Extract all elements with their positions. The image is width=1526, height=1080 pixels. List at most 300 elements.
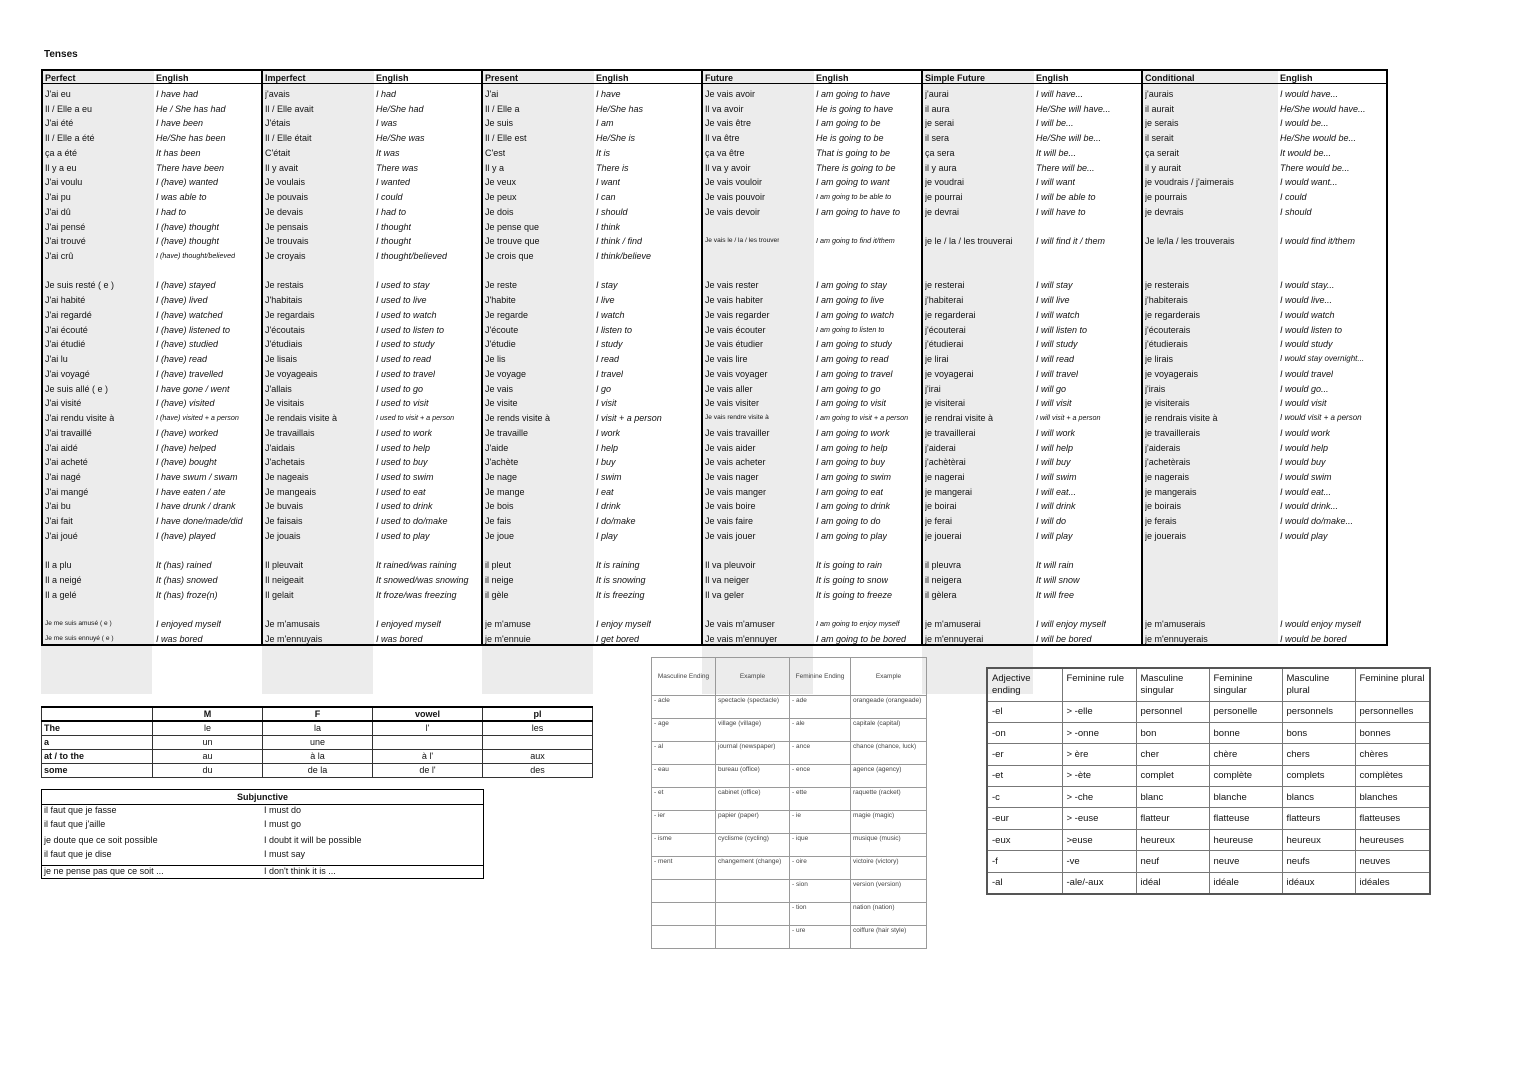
- english-translation: I was: [376, 118, 398, 129]
- example-cell: changement (change): [716, 857, 790, 880]
- english-translation: I should: [1280, 206, 1312, 217]
- english-translation: I would eat...: [1280, 486, 1332, 497]
- table-row: [987, 744, 1430, 765]
- french-verb: Je restais: [265, 280, 304, 291]
- french-verb: Je veux: [485, 177, 517, 188]
- french-verb: Je vais lire: [705, 354, 748, 365]
- adjective-cell: -ale/-aux: [1062, 872, 1136, 893]
- french-verb: J'écoutais: [265, 324, 305, 335]
- english-translation: I used to swim: [376, 471, 434, 482]
- french-verb: j'achètèrai: [925, 457, 966, 468]
- french-verb: Je pense que: [485, 221, 540, 232]
- french-verb: Je vais le / la / les trouver: [705, 237, 780, 245]
- french-verb: Il a gelé: [45, 589, 77, 600]
- french-verb: Je nageais: [265, 471, 309, 482]
- subjunctive-translation: I must say: [264, 849, 306, 859]
- example-cell: victoire (victory): [851, 857, 927, 880]
- adjective-cell: flatteuse: [1209, 808, 1282, 829]
- french-verb: Je rendais visite à: [265, 413, 338, 424]
- french-verb: Je le/la / les trouverais: [1145, 236, 1235, 247]
- english-translation: I would want...: [1280, 177, 1338, 188]
- english-translation: It rained/was raining: [376, 560, 457, 571]
- adjective-cell: blancs: [1282, 787, 1355, 808]
- english-translation: I am going to be: [816, 118, 881, 129]
- english-translation: I (have) watched: [156, 309, 223, 320]
- english-translation: I am going to do: [816, 516, 881, 527]
- adjective-cell: complet: [1136, 765, 1209, 786]
- french-verb: Je devais: [265, 206, 304, 217]
- adjective-header: Masculine singular: [1136, 668, 1209, 701]
- ending-cell: [652, 926, 716, 949]
- french-verb: Je vais m'amuser: [705, 619, 775, 630]
- article-label: a: [42, 735, 153, 749]
- english-translation: I enjoy myself: [596, 619, 652, 630]
- english-translation: I swim: [596, 471, 622, 482]
- french-verb: il gèlera: [925, 589, 957, 600]
- tense-header: Conditional: [1145, 73, 1195, 83]
- english-translation: He/She will be...: [1036, 133, 1102, 144]
- english-translation: I am going to eat: [816, 486, 884, 497]
- english-translation: It is going to freeze: [816, 589, 893, 600]
- adjective-cell: neuves: [1355, 851, 1430, 872]
- english-translation: I want: [596, 177, 621, 188]
- example-cell: orangeade (orangeade): [851, 696, 927, 719]
- french-verb: je jouerai: [925, 530, 962, 541]
- adjective-cell: > -che: [1062, 787, 1136, 808]
- english-translation: I will help: [1036, 442, 1074, 453]
- english-translation: I was bored: [156, 634, 203, 644]
- adjective-cell: cher: [1136, 744, 1209, 765]
- french-verb: il neigera: [925, 575, 962, 586]
- article-cell: au: [153, 749, 263, 763]
- french-verb: J'achetais: [265, 457, 305, 468]
- english-translation: It would be...: [1280, 147, 1332, 158]
- english-translation: I will have to: [1036, 206, 1086, 217]
- french-verb: J'ai nagé: [45, 471, 81, 482]
- french-verb: Je travaille: [485, 427, 529, 438]
- french-verb: j'aiderais: [1145, 442, 1181, 453]
- french-verb: je pourrai: [925, 192, 963, 203]
- french-verb: ça sera: [925, 147, 955, 158]
- french-verb: je m'amuse: [485, 619, 531, 630]
- french-verb: je visiterai: [925, 398, 966, 409]
- english-translation: I could: [376, 192, 403, 203]
- french-verb: j'avais: [265, 89, 290, 99]
- french-verb: je resterais: [1145, 280, 1190, 291]
- english-translation: I used to stay: [376, 280, 430, 291]
- french-verb: J'ai habité: [45, 295, 86, 306]
- english-translation: I am: [596, 118, 614, 129]
- french-verb: je serais: [1145, 118, 1179, 129]
- french-verb: Je vais visiter: [705, 398, 760, 409]
- french-verb: je m'ennuyerais: [1145, 634, 1208, 644]
- french-verb: Je suis allé ( e ): [45, 383, 109, 394]
- table-row: [987, 765, 1430, 786]
- french-verb: je m'ennuie: [485, 634, 531, 644]
- french-verb: Je vais jouer: [705, 530, 756, 541]
- english-translation: I used to visit: [376, 398, 429, 409]
- french-verb: Je peux: [485, 192, 517, 203]
- french-verb: Je vais écouter: [705, 324, 766, 335]
- french-verb: J'habitais: [265, 295, 303, 306]
- column-divider: [483, 71, 703, 644]
- ending-cell: - ique: [790, 834, 851, 857]
- table-row: [652, 811, 927, 834]
- adjective-cell: -el: [987, 701, 1062, 722]
- table-row: [652, 742, 927, 765]
- table-row: [652, 834, 927, 857]
- example-cell: bureau (office): [716, 765, 790, 788]
- adjective-cell: idéales: [1355, 872, 1430, 893]
- adjective-cell: -ve: [1062, 851, 1136, 872]
- french-verb: Je voulais: [265, 177, 306, 188]
- english-translation: I have gone / went: [156, 383, 230, 394]
- english-translation: I think/believe: [596, 251, 652, 262]
- english-translation: I should: [596, 206, 628, 217]
- example-cell: [716, 903, 790, 926]
- french-verb: Je nage: [485, 471, 518, 482]
- column-shade: [41, 646, 152, 694]
- english-translation: I will enjoy myself: [1036, 619, 1107, 630]
- english-translation: I could: [1280, 192, 1307, 203]
- french-verb: Je vais devoir: [705, 206, 761, 217]
- article-cell: les: [483, 721, 593, 735]
- french-verb: Je vais faire: [705, 516, 754, 527]
- english-translation: I am going to have: [816, 89, 891, 99]
- english-translation: I would visit + a person: [1280, 413, 1362, 423]
- english-translation: I get bored: [596, 634, 640, 644]
- french-verb: je le / la / les trouverai: [925, 236, 1013, 247]
- french-verb: Il y a: [485, 162, 505, 173]
- table-row: [987, 829, 1430, 850]
- english-translation: It (has) froze(n): [156, 589, 218, 600]
- english-translation: I stay: [596, 280, 618, 291]
- adjective-header: Masculine plural: [1282, 668, 1355, 701]
- english-translation: It is raining: [596, 560, 640, 571]
- divider: [42, 865, 483, 866]
- subjunctive-translation: I don't think it is ...: [264, 866, 336, 876]
- french-verb: je rendrai visite à: [925, 413, 994, 424]
- english-translation: I would have...: [1280, 89, 1339, 99]
- english-translation: I will be bored: [1036, 634, 1092, 644]
- english-translation: I (have) thought: [156, 236, 220, 247]
- french-verb: je travaillerai: [925, 427, 976, 438]
- english-translation: That is going to be: [816, 147, 891, 158]
- english-translation: He / She has had: [156, 103, 226, 114]
- subjunctive-phrase: il faut que je dise: [44, 849, 112, 859]
- english-translation: I am going to visit: [816, 398, 887, 409]
- french-verb: Je bois: [485, 501, 514, 512]
- english-header: English: [1036, 73, 1069, 83]
- english-translation: I will visit: [1036, 398, 1072, 409]
- english-translation: I work: [596, 427, 621, 438]
- subjunctive-phrase: il faut que je fasse: [44, 805, 117, 815]
- english-translation: I (have) read: [156, 354, 208, 365]
- french-verb: je visiterais: [1145, 398, 1190, 409]
- french-verb: je m'amuserai: [925, 619, 981, 630]
- table-row: [652, 926, 927, 949]
- french-verb: je boirais: [1145, 501, 1182, 512]
- english-translation: There would be...: [1280, 162, 1350, 173]
- french-verb: Je vais acheter: [705, 457, 766, 468]
- english-translation: I had to: [376, 206, 407, 217]
- french-verb: J'ai pu: [45, 192, 71, 203]
- french-verb: Je trouve que: [485, 236, 540, 247]
- french-verb: J'étudiais: [265, 339, 303, 350]
- french-verb: j'irai: [925, 383, 941, 394]
- english-translation: It has been: [156, 147, 201, 158]
- french-verb: je voudrai: [925, 177, 965, 188]
- table-row: [652, 880, 927, 903]
- articles-header: vowel: [373, 707, 483, 721]
- french-verb: Je regarde: [485, 309, 529, 320]
- english-translation: I will find it / them: [1036, 236, 1106, 247]
- french-verb: Je vais: [485, 383, 514, 394]
- english-translation: I used to go: [376, 383, 424, 394]
- english-translation: I thought: [376, 236, 412, 247]
- table-row: [987, 808, 1430, 829]
- french-verb: je regarderai: [925, 309, 976, 320]
- english-translation: I (have) lived: [156, 295, 208, 306]
- french-verb: j'achetèrais: [1145, 457, 1191, 468]
- adjective-cell: -et: [987, 765, 1062, 786]
- english-translation: It is going to snow: [816, 575, 889, 586]
- adjective-cell: -er: [987, 744, 1062, 765]
- french-verb: Je m'ennuyais: [265, 634, 323, 644]
- french-verb: il gèle: [485, 589, 509, 600]
- english-translation: I will visit + a person: [1036, 413, 1101, 423]
- english-translation: I used to eat: [376, 486, 426, 497]
- french-verb: Je voyage: [485, 368, 527, 379]
- example-cell: raquette (racket): [851, 788, 927, 811]
- ending-cell: - acle: [652, 696, 716, 719]
- adjective-cell: heureux: [1282, 829, 1355, 850]
- french-verb: J'ai mangé: [45, 486, 89, 497]
- adjective-cell: blanc: [1136, 787, 1209, 808]
- french-verb: il aurait: [1145, 103, 1175, 114]
- french-verb: J'étudie: [485, 339, 516, 350]
- english-translation: I thought/believed: [376, 251, 448, 262]
- english-translation: I enjoyed myself: [376, 619, 442, 630]
- english-translation: I am going to live: [816, 295, 885, 306]
- english-translation: It will free: [1036, 589, 1075, 600]
- table-row: [42, 763, 593, 777]
- english-translation: I used to live: [376, 295, 427, 306]
- french-verb: J'habite: [485, 295, 516, 306]
- english-translation: I am going to work: [816, 427, 890, 438]
- ending-cell: [652, 903, 716, 926]
- french-verb: Il a neigé: [45, 575, 82, 586]
- adjective-cell: heureux: [1136, 829, 1209, 850]
- english-translation: I would buy: [1280, 457, 1326, 468]
- english-translation: I will work: [1036, 427, 1076, 438]
- ending-cell: - al: [652, 742, 716, 765]
- adjective-cell: flatteuses: [1355, 808, 1430, 829]
- english-translation: I would enjoy myself: [1280, 619, 1362, 630]
- adjective-header: Feminine plural: [1355, 668, 1430, 701]
- french-verb: j'écouterai: [925, 324, 966, 335]
- english-translation: I will want: [1036, 177, 1076, 188]
- article-cell: à l': [373, 749, 483, 763]
- english-translation: It froze/was freezing: [376, 589, 457, 600]
- english-translation: It is snowing: [596, 575, 646, 586]
- french-verb: j'aurais: [1145, 89, 1174, 99]
- french-verb: Je vais vouloir: [705, 177, 763, 188]
- english-translation: There is going to be: [816, 162, 896, 173]
- english-translation: I have been: [156, 118, 204, 129]
- english-translation: I would do/make...: [1280, 516, 1354, 527]
- ending-cell: - ance: [790, 742, 851, 765]
- french-verb: Je vais nager: [705, 471, 759, 482]
- french-verb: je ferai: [925, 516, 953, 527]
- english-translation: I have swum / swam: [156, 471, 238, 482]
- french-verb: Je pouvais: [265, 192, 309, 203]
- article-label: The: [42, 721, 153, 735]
- tense-header: Future: [705, 73, 733, 83]
- english-header: English: [156, 73, 189, 83]
- english-translation: I used to play: [376, 530, 430, 541]
- french-verb: Je vais aller: [705, 383, 753, 394]
- adjective-cell: -f: [987, 851, 1062, 872]
- table-row: [42, 749, 593, 763]
- article-cell: un: [153, 735, 263, 749]
- french-verb: Je vais voyager: [705, 368, 768, 379]
- french-verb: j'habiterai: [925, 295, 964, 306]
- french-verb: je devrai: [925, 206, 960, 217]
- english-translation: There have been: [156, 162, 225, 173]
- english-translation: I would go...: [1280, 383, 1329, 394]
- english-translation: I (have) played: [156, 530, 216, 541]
- french-verb: J'ai lu: [45, 354, 68, 365]
- french-verb: Je vais regarder: [705, 309, 770, 320]
- adjective-cell: >euse: [1062, 829, 1136, 850]
- adjective-cell: bonne: [1209, 722, 1282, 743]
- english-translation: I help: [596, 442, 619, 453]
- english-translation: I visit: [596, 398, 617, 409]
- french-verb: je lirai: [925, 354, 949, 365]
- english-translation: I eat: [596, 486, 614, 497]
- french-verb: J'étais: [265, 118, 291, 129]
- english-translation: I (have) stayed: [156, 280, 216, 291]
- english-translation: He is going to be: [816, 133, 884, 144]
- french-verb: je serai: [925, 118, 955, 129]
- ending-cell: - ie: [790, 811, 851, 834]
- english-translation: I am going to go: [816, 383, 881, 394]
- example-cell: cabinet (office): [716, 788, 790, 811]
- french-verb: je voudrais / j'aimerais: [1145, 177, 1234, 188]
- english-translation: I am going to find it/them: [816, 236, 895, 246]
- english-translation: It (has) snowed: [156, 575, 218, 586]
- english-translation: I (have) bought: [156, 457, 217, 468]
- adjective-cell: > ère: [1062, 744, 1136, 765]
- english-translation: I used to watch: [376, 309, 437, 320]
- example-cell: [716, 880, 790, 903]
- french-verb: Je dois: [485, 206, 514, 217]
- english-translation: I would stay overnight...: [1280, 354, 1365, 364]
- english-translation: I used to visit + a person: [376, 413, 455, 423]
- french-verb: il y aurait: [1145, 162, 1182, 173]
- english-translation: I have done/made/did: [156, 516, 243, 527]
- french-verb: Il / Elle avait: [265, 103, 314, 114]
- english-translation: I play: [596, 530, 618, 541]
- example-cell: chance (chance, luck): [851, 742, 927, 765]
- french-verb: il serait: [1145, 133, 1174, 144]
- french-verb: J'ai voyagé: [45, 368, 90, 379]
- subjunctive-translation: I doubt it will be possible: [264, 835, 362, 845]
- ending-cell: - ette: [790, 788, 851, 811]
- article-label: some: [42, 763, 153, 777]
- english-translation: I am going to be able to: [816, 192, 892, 202]
- french-verb: je voyagerais: [1145, 368, 1199, 379]
- adjective-cell: neuf: [1136, 851, 1209, 872]
- article-cell: aux: [483, 749, 593, 763]
- adjective-cell: idéaux: [1282, 872, 1355, 893]
- adjective-cell: -al: [987, 872, 1062, 893]
- gender-header: Example: [716, 658, 790, 696]
- french-verb: je jouerais: [1145, 530, 1187, 541]
- article-cell: une: [263, 735, 373, 749]
- french-verb: je ferais: [1145, 516, 1177, 527]
- subjunctive-translation: I must go: [264, 819, 302, 829]
- english-translation: It is: [596, 147, 611, 158]
- english-translation: He/She would be...: [1280, 133, 1357, 144]
- english-translation: I am going to stay: [816, 280, 888, 291]
- english-translation: I would swim: [1280, 471, 1332, 482]
- french-verb: je mangerai: [925, 486, 973, 497]
- subjunctive-title: Subjunctive: [237, 792, 289, 802]
- french-verb: Je lis: [485, 354, 506, 365]
- english-translation: I would help: [1280, 442, 1329, 453]
- adjective-cell: flatteur: [1136, 808, 1209, 829]
- english-translation: I am going to enjoy myself: [816, 619, 900, 629]
- example-cell: capitale (capital): [851, 719, 927, 742]
- english-translation: He/She had: [376, 103, 424, 114]
- french-verb: Il y a eu: [45, 162, 77, 173]
- french-verb: je mangerais: [1145, 486, 1197, 497]
- french-verb: ça a été: [45, 147, 78, 158]
- french-verb: C'est: [485, 147, 506, 158]
- article-cell: le: [153, 721, 263, 735]
- adjective-cell: chères: [1355, 744, 1430, 765]
- french-verb: J'ai visité: [45, 398, 82, 409]
- ending-cell: - tion: [790, 903, 851, 926]
- adjective-cell: -c: [987, 787, 1062, 808]
- french-verb: J'ai écouté: [45, 324, 88, 335]
- english-translation: I (have) wanted: [156, 177, 219, 188]
- french-verb: J'ai rendu visite à: [45, 413, 115, 424]
- example-cell: musique (music): [851, 834, 927, 857]
- adjective-cell: personnels: [1282, 701, 1355, 722]
- adjective-cell: flatteurs: [1282, 808, 1355, 829]
- subjunctive-phrase: il faut que j'aille: [44, 819, 106, 829]
- french-verb: j'étudierais: [1145, 339, 1188, 350]
- example-cell: coiffure (hair style): [851, 926, 927, 949]
- french-verb: je m'ennuyerai: [925, 634, 984, 644]
- adjective-cell: blanches: [1355, 787, 1430, 808]
- english-translation: I (have) helped: [156, 442, 217, 453]
- french-verb: J'ai étudié: [45, 339, 86, 350]
- ending-cell: - age: [652, 719, 716, 742]
- english-translation: There will be...: [1036, 162, 1095, 173]
- french-verb: Je vais manger: [705, 486, 767, 497]
- french-verb: Il va avoir: [705, 103, 744, 114]
- french-verb: Il va geler: [705, 589, 745, 600]
- english-translation: I would be...: [1280, 118, 1329, 129]
- english-translation: I used to listen to: [376, 324, 445, 335]
- english-translation: I will read: [1036, 354, 1075, 365]
- articles-header: F: [263, 707, 373, 721]
- english-translation: I would be bored: [1280, 634, 1347, 644]
